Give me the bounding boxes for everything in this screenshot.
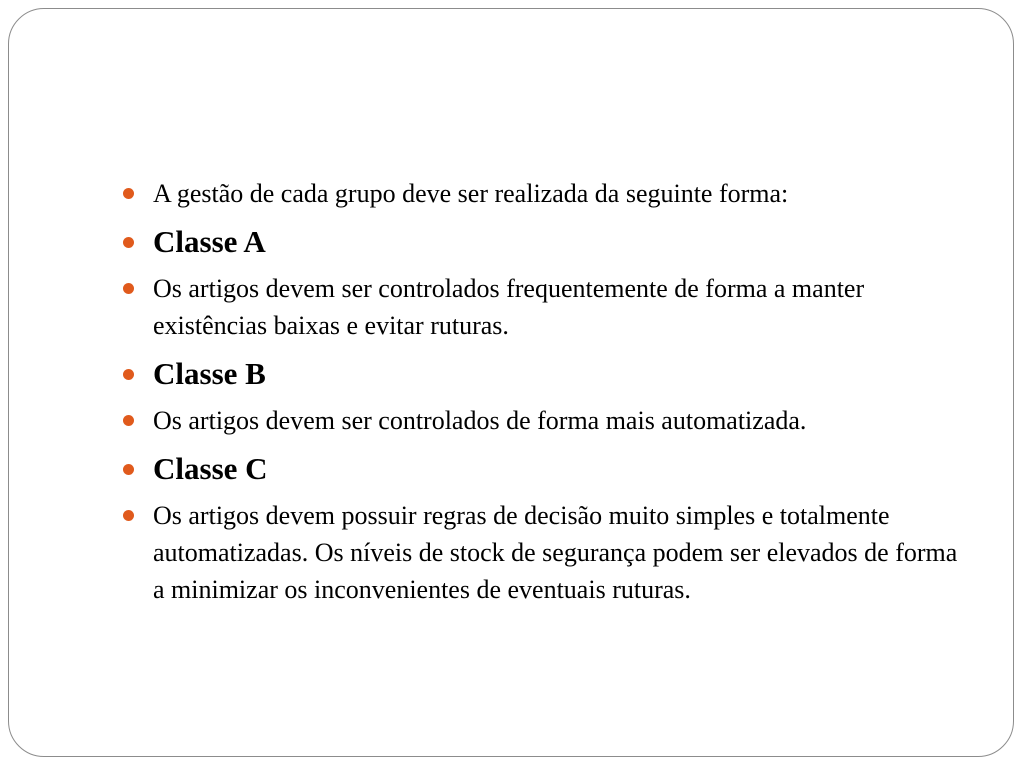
bullet-dot-icon (123, 369, 134, 380)
bullet-dot-icon (123, 510, 134, 521)
bullet-heading-text: Classe A (153, 224, 266, 259)
bullet-text: A gestão de cada grupo deve ser realizada da seguinte forma: (153, 179, 789, 208)
bullet-item-class-b-desc (123, 402, 973, 439)
bullet-item-class-a (123, 222, 973, 262)
bullet-item-class-c-desc (123, 497, 973, 608)
bullet-dot-icon (123, 415, 134, 426)
bullet-dot-icon (123, 464, 134, 475)
bullet-item-class-a-desc (123, 270, 973, 344)
bullet-dot-icon (123, 283, 134, 294)
bullet-heading-text: Classe B (153, 356, 266, 391)
bullet-item-intro (123, 175, 973, 212)
bullet-item-class-c (123, 449, 973, 489)
bullet-list (123, 175, 973, 618)
bullet-dot-icon (123, 188, 134, 199)
bullet-item-class-b (123, 354, 973, 394)
bullet-heading-text: Classe C (153, 451, 268, 486)
bullet-text: Os artigos devem possuir regras de decisão muito simples e totalmente automatizadas. Os níveis de stock de segurança podem ser elevados de forma a minimizar os inconvenientes de eventuais ruturas. (153, 501, 958, 604)
bullet-dot-icon (123, 237, 134, 248)
slide-frame (8, 8, 1014, 757)
bullet-text: Os artigos devem ser controlados frequentemente de forma a manter existências baixas e evitar ruturas. (153, 274, 865, 340)
bullet-text: Os artigos devem ser controlados de forma mais automatizada. (153, 406, 807, 435)
